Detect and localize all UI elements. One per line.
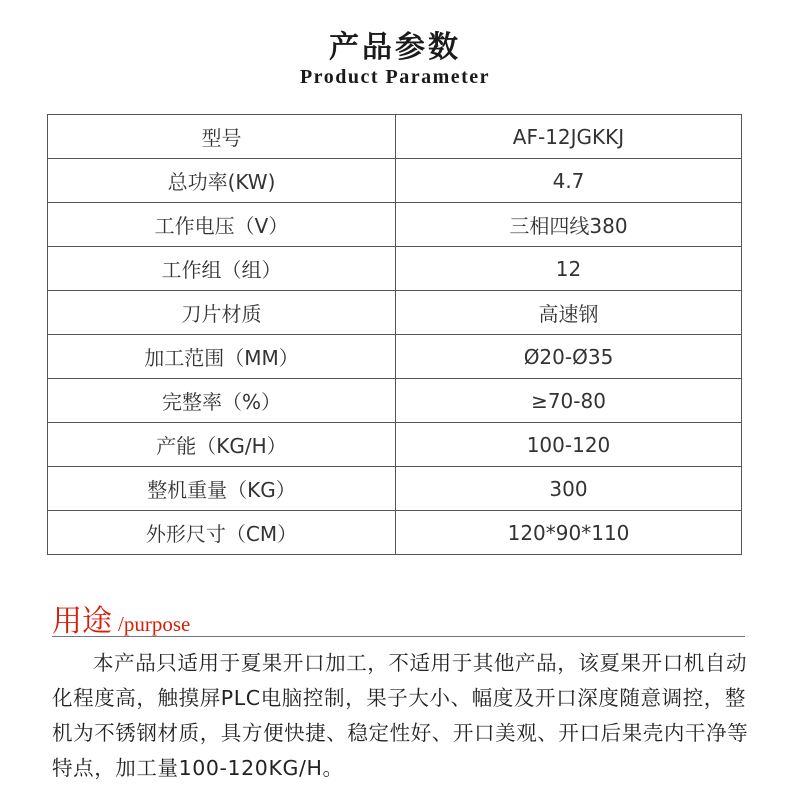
param-label: 工作组（组） — [48, 247, 396, 291]
param-value: 4.7 — [396, 159, 742, 203]
table-row — [48, 511, 742, 555]
table-row — [48, 379, 742, 423]
table-row — [48, 247, 742, 291]
parameter-table — [47, 114, 742, 555]
usage-title: 用途 — [52, 604, 112, 639]
param-label: 完整率（%） — [48, 379, 396, 423]
param-value: Ø20-Ø35 — [396, 335, 742, 379]
param-label: 总功率(KW) — [48, 159, 396, 203]
page-title: 产品参数 — [329, 30, 461, 65]
param-label: 外形尺寸（CM） — [48, 511, 396, 555]
param-value: 120*90*110 — [396, 511, 742, 555]
param-value: AF-12JGKKJ — [396, 115, 742, 159]
table-row — [48, 291, 742, 335]
usage-description: 本产品只适用于夏果开口加工，不适用于其他产品，该夏果开口机自动化程度高，触摸屏PLC电脑控制，果子大小、幅度及开口深度随意调控，整机为不锈钢材质，具方便快捷、稳定性好、开口美观、开口后果壳内干净等特点，加工量100-120KG/H。 — [52, 651, 749, 780]
param-value: ≥70-80 — [396, 379, 742, 423]
param-label: 产能（KG/H） — [48, 423, 396, 467]
param-value: 100-120 — [396, 423, 742, 467]
param-label: 整机重量（KG） — [48, 467, 396, 511]
param-label: 加工范围（MM） — [48, 335, 396, 379]
table-row — [48, 115, 742, 159]
divider — [52, 636, 745, 637]
usage-subtitle: /purpose — [118, 612, 191, 636]
table-row — [48, 467, 742, 511]
param-value: 300 — [396, 467, 742, 511]
param-label: 工作电压（V） — [48, 203, 396, 247]
param-value: 12 — [396, 247, 742, 291]
param-value: 三相四线380 — [396, 203, 742, 247]
table-row — [48, 203, 742, 247]
param-label: 刀片材质 — [48, 291, 396, 335]
param-label: 型号 — [48, 115, 396, 159]
table-row — [48, 335, 742, 379]
page-subtitle: Product Parameter — [299, 66, 491, 88]
table-row — [48, 423, 742, 467]
table-row — [48, 159, 742, 203]
param-value: 高速钢 — [396, 291, 742, 335]
usage-heading — [52, 596, 191, 639]
